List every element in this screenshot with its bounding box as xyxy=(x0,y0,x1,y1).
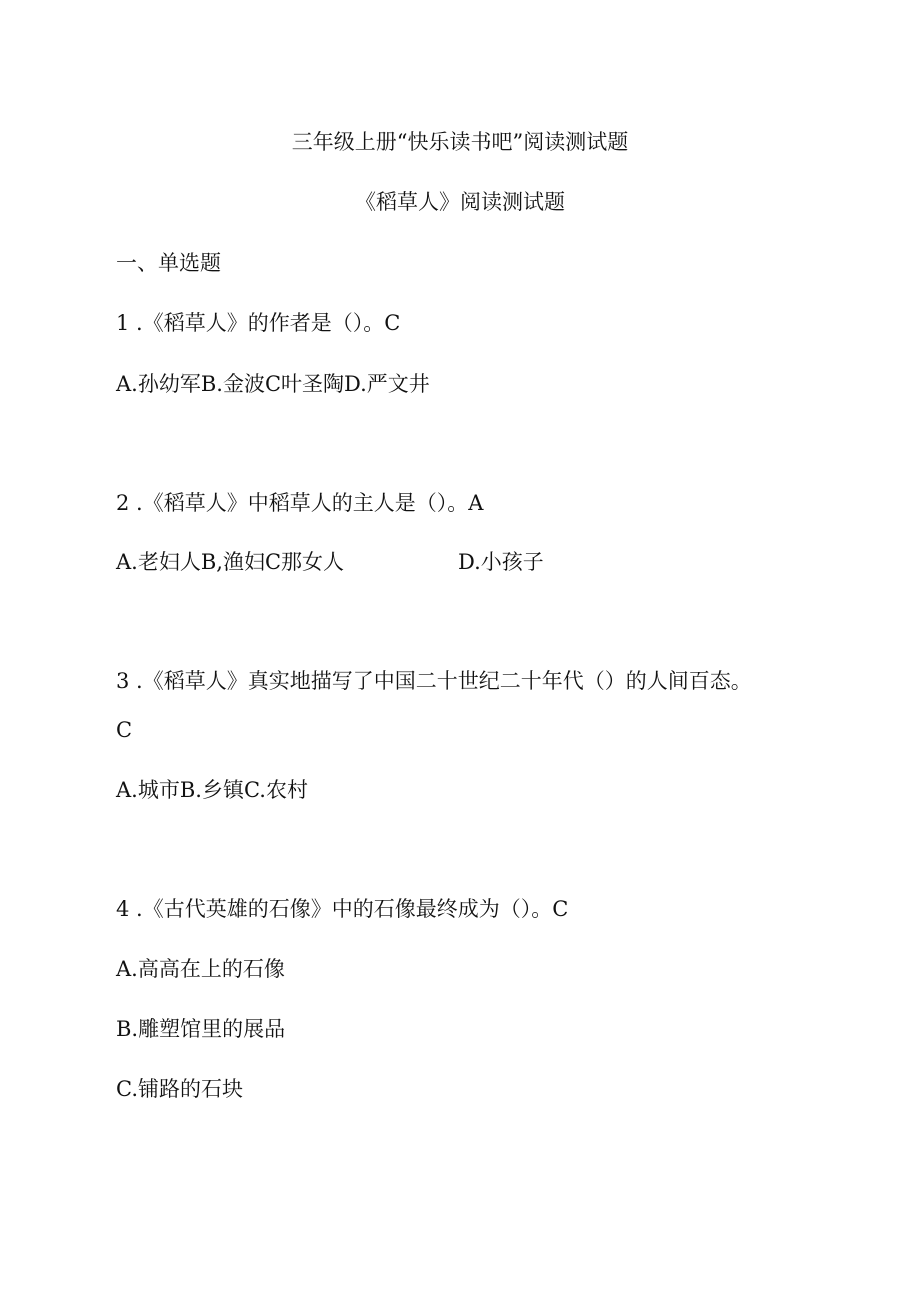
document-title: 三年级上册“快乐读书吧”阅读测试题 xyxy=(291,130,629,154)
question-3-answer: C xyxy=(116,718,133,742)
question-4-option-a: A.高高在上的石像 xyxy=(116,957,285,981)
question-4-stem: 4 .《古代英雄的石像》中的石像最终成为（）。C xyxy=(116,897,569,921)
question-4-option-c: C.铺路的石块 xyxy=(116,1077,243,1101)
question-4-option-b: B.雕塑馆里的展品 xyxy=(116,1017,286,1041)
question-1-options: A.孙幼军B.金波C叶圣陶D.严文井 xyxy=(116,372,430,396)
question-2-stem: 2 .《稻草人》中稻草人的主人是（）。A xyxy=(116,491,484,515)
document-subtitle: 《稻草人》阅读测试题 xyxy=(355,190,565,214)
section-heading: 一、单选题 xyxy=(116,251,221,275)
question-2-option-d: D.小孩子 xyxy=(458,550,544,574)
question-2-options-abc: A.老妇人B,渔妇C那女人 xyxy=(116,550,345,574)
question-3-stem: 3 .《稻草人》真实地描写了中国二十世纪二十年代（）的人间百态。 xyxy=(116,669,752,693)
question-3-options: A.城市B.乡镇C.农村 xyxy=(116,778,308,802)
question-1-stem: 1 .《稻草人》的作者是（）。C xyxy=(116,311,401,335)
